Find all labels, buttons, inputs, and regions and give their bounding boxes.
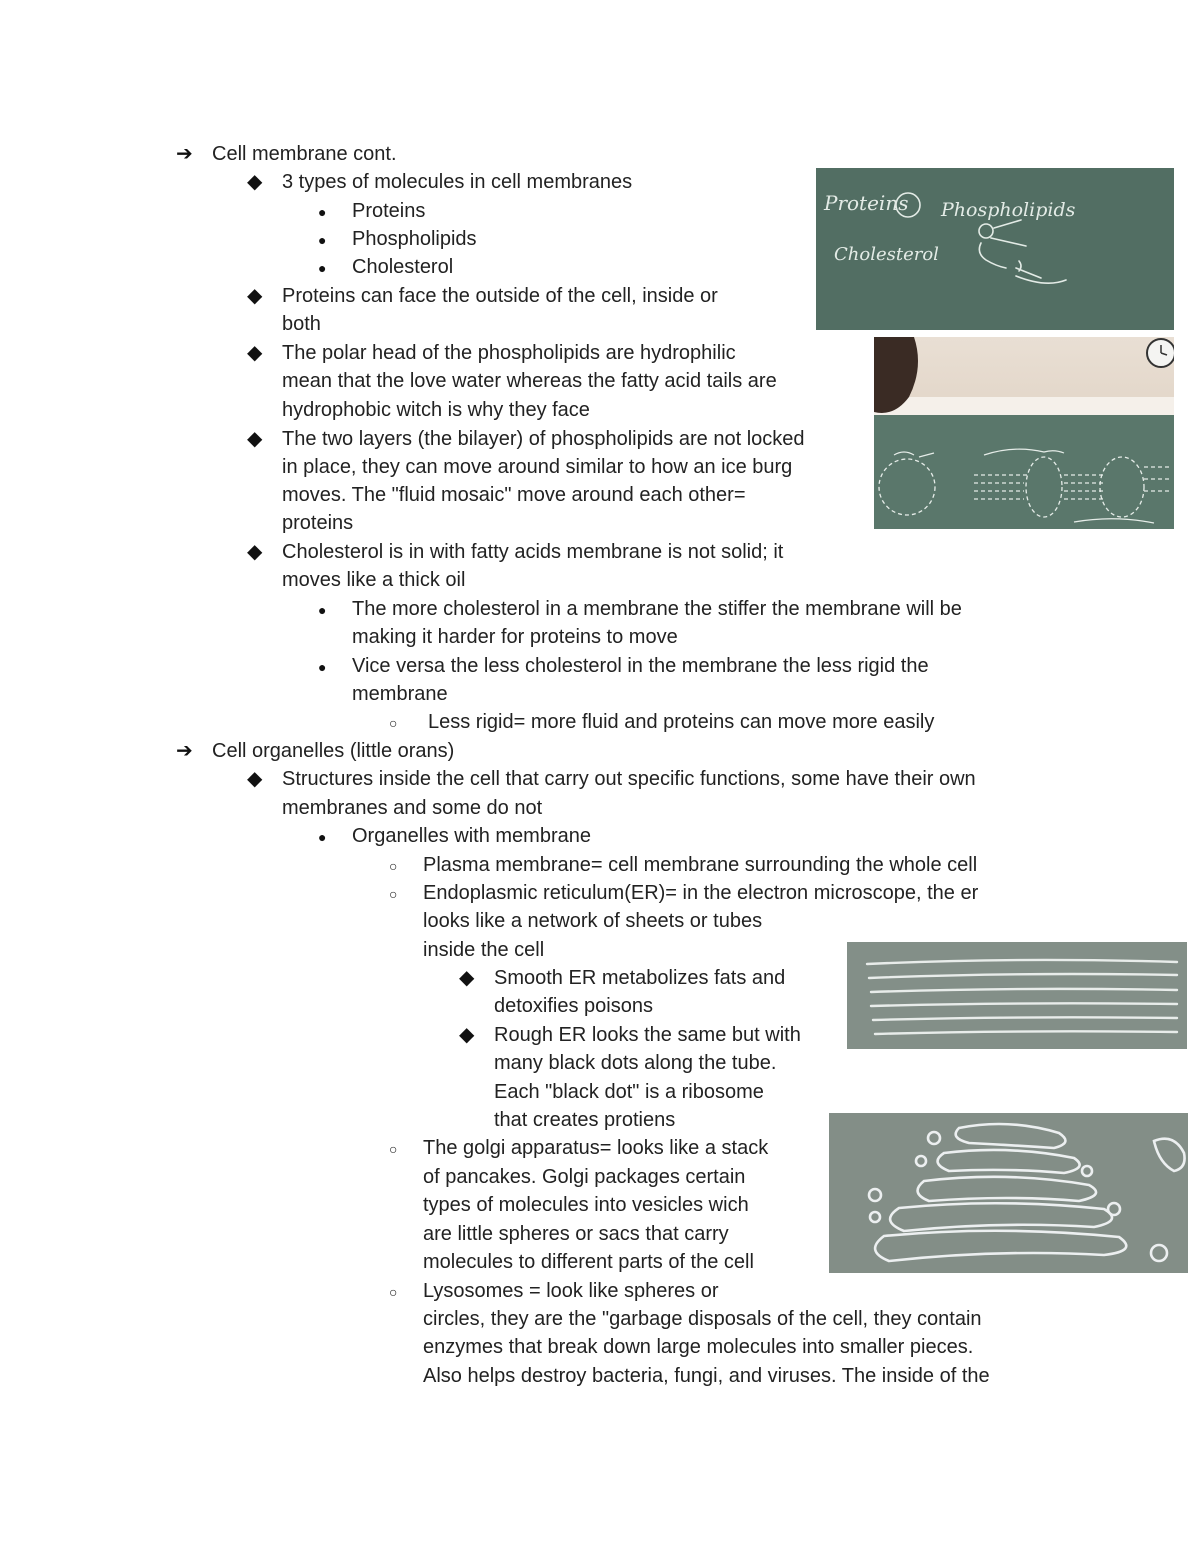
heading-cell-membrane: Cell membrane cont. (212, 143, 397, 165)
arrow-bullet: ➔ (176, 143, 193, 165)
text-line: enzymes that break down large molecules into smaller pieces. (423, 1336, 974, 1358)
text-line: of pancakes. Golgi packages certain (423, 1166, 746, 1188)
text-line: circles, they are the "garbage disposals of the cell, they contain (423, 1308, 982, 1330)
circle-bullet: ○ (389, 715, 398, 731)
text-line: membranes and some do not (282, 797, 543, 819)
dot-bullet: ● (318, 232, 327, 248)
diamond-bullet: ◆ (247, 768, 263, 790)
classroom-board-photo (874, 337, 1174, 529)
text-line: molecules to different parts of the cell (423, 1251, 754, 1273)
arrow-bullet: ➔ (176, 740, 193, 762)
text-line: Phospholipids (352, 228, 477, 250)
text-line: The golgi apparatus= looks like a stack (423, 1137, 769, 1159)
diamond-bullet: ◆ (247, 285, 263, 307)
text-line: that creates protiens (494, 1109, 676, 1131)
text-line: Proteins (352, 200, 426, 222)
golgi-chalk-photo (829, 1113, 1188, 1273)
circle-bullet: ○ (389, 886, 398, 902)
diamond-bullet: ◆ (459, 967, 475, 989)
text-line: Organelles with membrane (352, 825, 591, 847)
text-line: 3 types of molecules in cell membranes (282, 171, 633, 193)
text-line: Plasma membrane= cell membrane surrounding the whole cell (423, 854, 978, 876)
dot-bullet: ● (318, 260, 327, 276)
circle-bullet: ○ (389, 1284, 398, 1300)
text-line: types of molecules into vesicles wich (423, 1194, 749, 1216)
dot-bullet: ● (318, 602, 327, 618)
diamond-bullet: ◆ (247, 541, 263, 563)
chalk-label-proteins: Proteins (824, 191, 909, 215)
text-line: Lysosomes = look like spheres or (423, 1280, 719, 1302)
text-line: both (282, 313, 321, 335)
text-line: proteins (282, 512, 354, 534)
text-line: many black dots along the tube. (494, 1052, 777, 1074)
chalkboard-photo-molecules (816, 168, 1174, 330)
diamond-bullet: ◆ (247, 171, 263, 193)
text-line: inside the cell (423, 939, 545, 961)
text-line: looks like a network of sheets or tubes (423, 910, 763, 932)
diamond-bullet: ◆ (247, 342, 263, 364)
heading-cell-organelles: Cell organelles (little orans) (212, 740, 455, 762)
text-line: are little spheres or sacs that carry (423, 1223, 729, 1245)
dot-bullet: ● (318, 659, 327, 675)
text-line: Proteins can face the outside of the cell, inside or (282, 285, 718, 307)
text-line: detoxifies poisons (494, 995, 653, 1017)
text-line: in place, they can move around similar to how an ice burg (282, 456, 793, 478)
text-line: Cholesterol is in with fatty acids membrane is not solid; it (282, 541, 784, 563)
dot-bullet: ● (318, 204, 327, 220)
text-line: Also helps destroy bacteria, fungi, and viruses. The inside of the (423, 1365, 990, 1387)
text-line: The two layers (the bilayer) of phospholipids are not locked (282, 428, 805, 450)
text-line: Endoplasmic reticulum(ER)= in the electron microscope, the er (423, 882, 979, 904)
text-line: Smooth ER metabolizes fats and (494, 967, 786, 989)
text-line: making it harder for proteins to move (352, 626, 678, 648)
chalk-label-cholesterol: Cholesterol (834, 244, 939, 265)
text-line: Vice versa the less cholesterol in the membrane the less rigid the (352, 655, 929, 677)
diamond-bullet: ◆ (459, 1024, 475, 1046)
text-line: mean that the love water whereas the fatty acid tails are (282, 370, 777, 392)
text-line: The more cholesterol in a membrane the stiffer the membrane will be (352, 598, 962, 620)
text-line: moves like a thick oil (282, 569, 466, 591)
text-line: The polar head of the phospholipids are hydrophilic (282, 342, 736, 364)
dot-bullet: ● (318, 829, 327, 845)
text-line: Less rigid= more fluid and proteins can move more easily (428, 711, 935, 733)
text-line: Rough ER looks the same but with (494, 1024, 801, 1046)
diamond-bullet: ◆ (247, 428, 263, 450)
chalk-label-phospholipids: Phospholipids (941, 199, 1076, 221)
text-line: Structures inside the cell that carry out specific functions, some have their own (282, 768, 976, 790)
circle-bullet: ○ (389, 858, 398, 874)
text-line: Each "black dot" is a ribosome (494, 1081, 764, 1103)
text-line: moves. The "fluid mosaic" move around each other= (282, 484, 746, 506)
text-line: membrane (352, 683, 448, 705)
text-line: Cholesterol (352, 256, 454, 278)
text-line: hydrophobic witch is why they face (282, 399, 590, 421)
er-chalk-lines-photo (847, 942, 1187, 1049)
circle-bullet: ○ (389, 1141, 398, 1157)
